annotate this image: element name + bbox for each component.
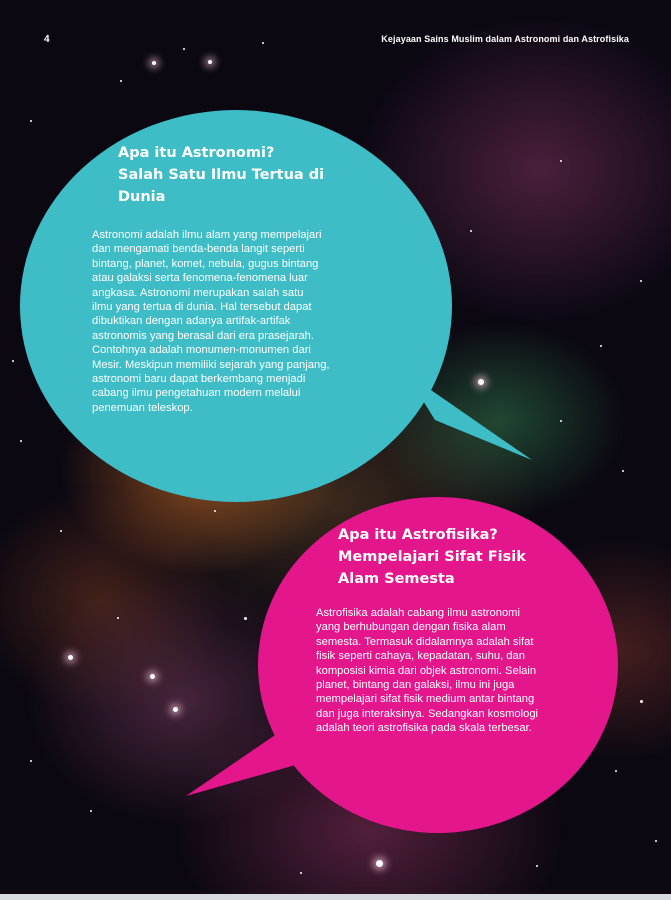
body-line: dibuktikan dengan adanya artifak-artifak: [92, 315, 291, 328]
page-number: 4: [44, 34, 50, 45]
body-line: dan juga interaksinya. Sedangkan kosmologi: [316, 707, 539, 720]
body-line: yang berhubungan dengan fisika alam: [316, 621, 506, 634]
body-line: Astrofisika adalah cabang ilmu astronomi: [316, 607, 520, 619]
body-line: Astronomi adalah ilmu alam yang mempelajari: [92, 229, 322, 241]
astronomy-section: [92, 142, 392, 415]
body-line: planet, bintang dan galaksi, ilmu ini juga: [316, 679, 515, 692]
title-line: Dunia: [118, 189, 166, 205]
body-line: bintang, planet, komet, nebula, gugus bintang: [92, 257, 319, 270]
body-line: adalah teori astrofisika pada skala terbesar.: [316, 722, 532, 735]
title-line: Salah Satu Ilmu Tertua di: [118, 167, 325, 183]
title-line: Mempelajari Sifat Fisik: [338, 549, 526, 565]
astrophysics-title: [316, 524, 616, 590]
title-line: Apa itu Astronomi?: [118, 145, 275, 161]
body-line: angkasa. Astronomi merupakan salah satu: [92, 286, 304, 299]
bottom-border: [0, 894, 671, 900]
body-line: dan mengamati benda-benda langit seperti: [92, 243, 305, 256]
body-line: atau galaksi serta fenomena-fenomena luar: [92, 272, 308, 285]
body-line: fisik seperti cahaya, kepadatan, suhu, dan: [316, 650, 525, 663]
astrophysics-section: [316, 524, 616, 736]
title-line: Alam Semesta: [338, 571, 455, 587]
title-line: Apa itu Astrofisika?: [338, 527, 498, 543]
astronomy-title: [92, 142, 392, 208]
astrophysics-body: [316, 606, 616, 736]
body-line: Mesir. Meskipun memiliki sejarah yang panjang,: [92, 358, 330, 371]
body-line: penemuan teleskop.: [92, 401, 193, 414]
body-line: mempelajari sifat fisik medium antar bintang: [316, 693, 535, 706]
body-line: semesta. Termasuk didalamnya adalah sifat: [316, 635, 534, 648]
running-header: Kejayaan Sains Muslim dalam Astronomi dan Astrofisika: [381, 34, 629, 44]
body-line: komposisi kimia dari objek astronomi. Selain: [316, 664, 537, 677]
body-line: Contohnya adalah monumen-monumen dari: [92, 344, 311, 357]
body-line: cabang ilmu pengetahuan modern melalui: [92, 387, 301, 400]
astronomy-body: [92, 228, 392, 415]
body-line: ilmu yang tertua di dunia. Hal tersebut dapat: [92, 301, 312, 314]
body-line: astronomi baru dapat berkembang menjadi: [92, 373, 306, 386]
body-line: astronomis yang berasal dari era prasejarah.: [92, 329, 315, 342]
